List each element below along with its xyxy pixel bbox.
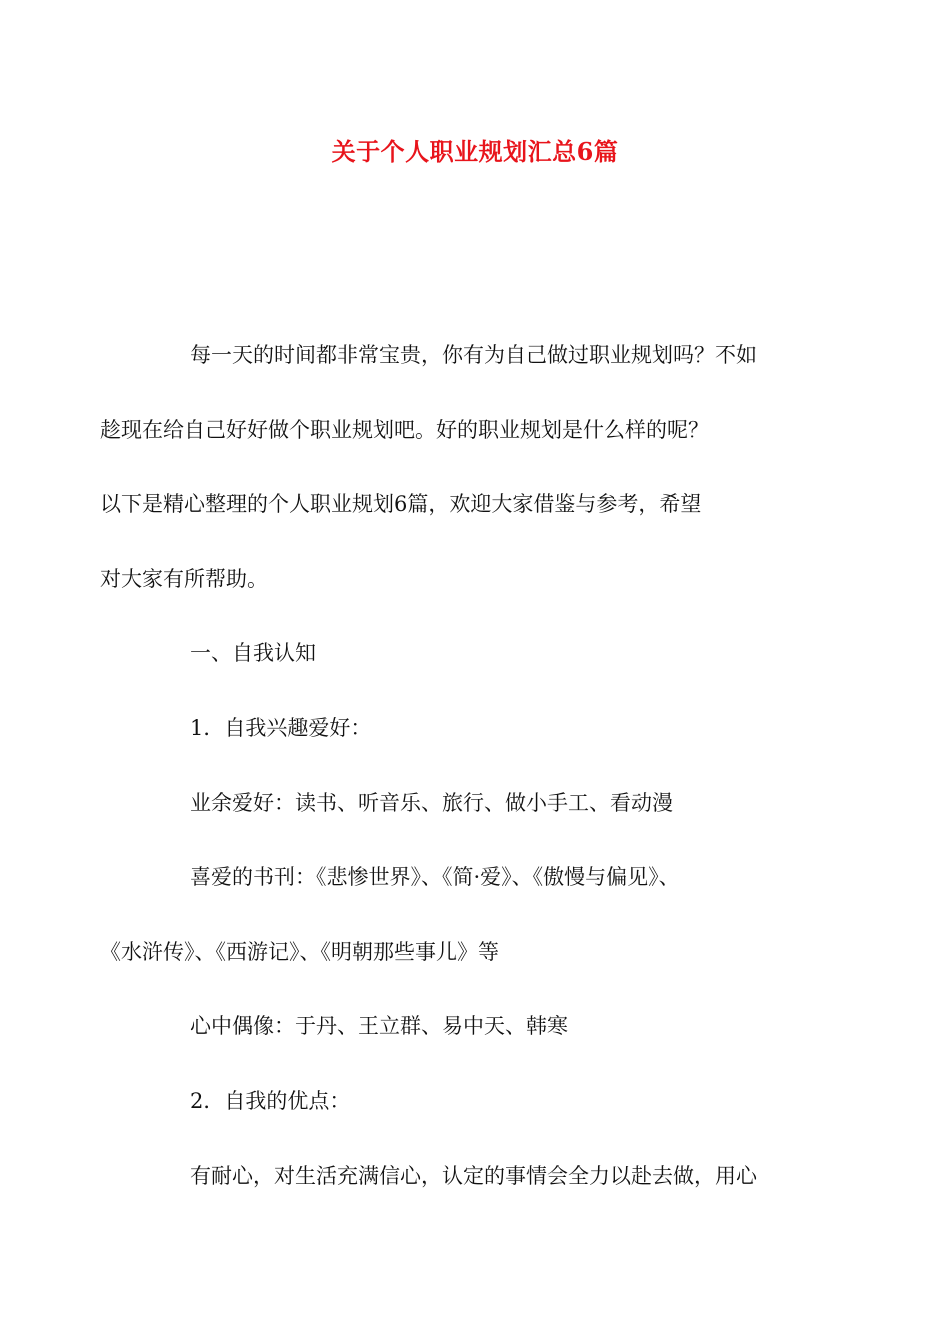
item-heading: 2．自我的优点： (190, 1088, 351, 1113)
intro-line: 每一天的时间都非常宝贵，你有为自己做过职业规划吗？不如 (190, 343, 757, 367)
item-heading: 1．自我兴趣爱好： (190, 715, 372, 740)
document-title: 关于个人职业规划汇总6篇 (331, 137, 619, 166)
strengths-paragraph: 有耐心，对生活充满信心，认定的事情会全力以赴去做，用心 (190, 1163, 757, 1188)
idols-paragraph: 心中偶像：于丹、王立群、易中天、韩寒 (190, 1014, 568, 1039)
intro-paragraph (100, 318, 809, 616)
intro-line: 趁现在给自己好好做个职业规划吧。好的职业规划是什么样的呢？ (100, 417, 709, 442)
document-body (100, 318, 809, 1213)
books-line: 喜爱的书刊：《悲惨世界》、《简·爱》、《傲慢与偏见》、 (190, 865, 680, 890)
hobbies-paragraph: 业余爱好：读书、听音乐、旅行、做小手工、看动漫 (190, 790, 673, 815)
section-heading: 一、自我认知 (190, 641, 316, 666)
books-line: 《水浒传》、《西游记》、《明朝那些事儿》等 (100, 939, 499, 964)
books-paragraph (100, 840, 809, 989)
intro-line: 以下是精心整理的个人职业规划6篇，欢迎大家借鉴与参考，希望 (100, 492, 702, 517)
intro-line: 对大家有所帮助。 (100, 566, 268, 591)
